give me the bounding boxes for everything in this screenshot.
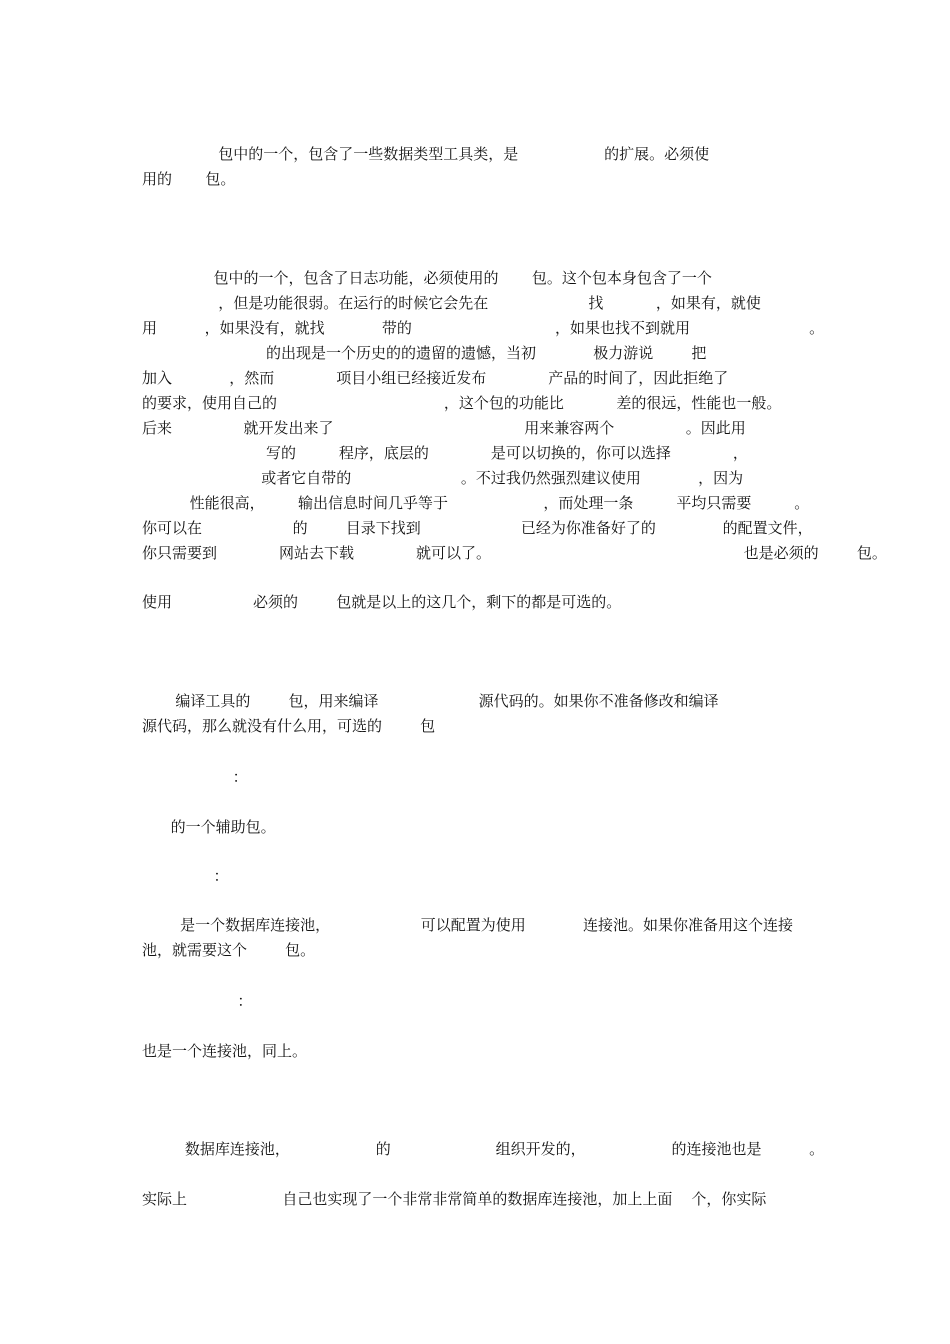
text-line: 的一个辅助包。: [142, 818, 276, 836]
text-line: ：: [142, 867, 229, 885]
text-line: 后来 就开发出来了 用来兼容两个 。因此用: [142, 419, 746, 437]
text-line: 写的 程序，底层的 是可以切换的，你可以选择 ，: [142, 444, 748, 462]
text-line: 池，就需要这个 包。: [142, 941, 316, 959]
text-line: 实际上 自己也实现了一个非常非常简单的数据库连接池，加上上面 个，你实际: [142, 1190, 767, 1208]
text-line: 是一个数据库连接池， 可以配置为使用 连接池。如果你准备用这个连接: [142, 916, 793, 934]
text-line: 源代码，那么就没有什么用，可选的 包: [142, 717, 436, 735]
text-line: 加入 ，然而 项目小组已经接近发布 产品的时间了，因此拒绝了: [142, 369, 729, 387]
text-line: 或者它自带的 。不过我仍然强烈建议使用 ，因为: [142, 469, 744, 487]
text-line: 包中的一个，包含了日志功能，必须使用的 包。这个包本身包含了一个: [142, 269, 712, 287]
text-line: 你只需要到 网站去下载 就可以了。 也是必须的 包。: [142, 544, 887, 562]
text-line: 性能很高， 输出信息时间几乎等于 ，而处理一条 平均只需要 。: [142, 494, 810, 512]
text-line: ，但是功能很弱。在运行的时候它会先在 找 ，如果有，就使: [142, 294, 761, 312]
text-line: 用的 包。: [142, 170, 236, 188]
text-line: 使用 必须的 包就是以上的这几个，剩下的都是可选的。: [142, 593, 622, 611]
text-line: 也是一个连接池，同上。: [142, 1042, 308, 1060]
text-line: 编译工具的 包，用来编译 源代码的。如果你不准备修改和编译: [142, 692, 719, 710]
text-line: ：: [142, 992, 253, 1010]
text-line: 的出现是一个历史的的遗留的遗憾，当初 极力游说 把: [142, 344, 707, 362]
text-line: 包中的一个，包含了一些数据类型工具类，是 的扩展。必须使: [142, 145, 710, 163]
text-line: 用 ，如果没有，就找 带的 ，如果也找不到就用 。: [142, 319, 825, 337]
text-line: 你可以在 的 目录下找到 已经为你准备好了的 的配置文件，: [142, 519, 813, 537]
text-line: 的要求，使用自己的 ，这个包的功能比 差的很远，性能也一般。: [142, 394, 782, 412]
text-line: ：: [142, 768, 248, 786]
text-line: 数据库连接池， 的 组织开发的， 的连接池也是 。: [142, 1140, 825, 1158]
